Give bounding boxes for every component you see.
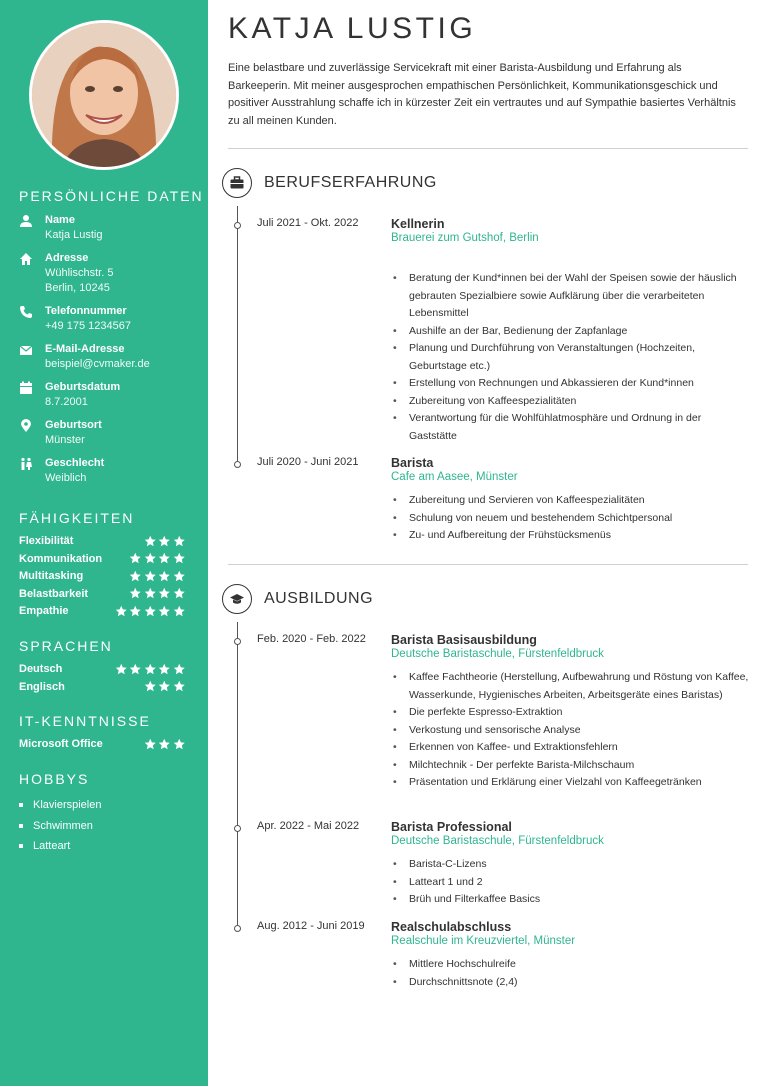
list-item: • Schulung von neuem und bestehendem Schichtpersonal (391, 510, 751, 528)
rating-row (19, 568, 185, 584)
entry-organization: Deutsche Baristaschule, Fürstenfeldbruck (391, 648, 604, 660)
star-rating (115, 603, 186, 617)
star-icon (173, 535, 186, 548)
list-item: • Planung und Durchführung von Veranstaltungen (Hochzeiten, Geburtstage etc.) (391, 340, 751, 375)
star-icon (158, 663, 171, 676)
entry-title: Realschulabschluss (391, 920, 512, 934)
star-icon (144, 570, 157, 583)
personal-label: Adresse (45, 252, 89, 264)
list-item: • Verantwortung für die Wohlfühlatmosphäre und Ordnung in der Gaststätte (391, 410, 751, 445)
entry-bullets (391, 856, 751, 909)
rating-label: Microsoft Office (19, 738, 103, 750)
star-rating (144, 679, 186, 693)
bullet-icon (19, 824, 23, 828)
star-icon (144, 680, 157, 693)
personal-value: Münster (45, 434, 85, 446)
star-rating (144, 533, 186, 547)
personal-data-heading: PERSÖNLICHE DATEN (19, 188, 204, 204)
personal-value: beispiel@cvmaker.de (45, 358, 150, 370)
entry-organization: Cafe am Aasee, Münster (391, 471, 518, 483)
list-item: • Latteart 1 und 2 (391, 874, 751, 892)
personal-label: Geburtsdatum (45, 381, 121, 393)
star-icon (144, 587, 157, 600)
timeline-dot (234, 461, 241, 468)
candidate-name: KATJA LUSTIG (228, 12, 477, 45)
star-rating (144, 736, 186, 750)
star-icon (158, 738, 171, 751)
personal-value: Weiblich (45, 472, 87, 484)
rating-row (19, 586, 185, 602)
rating-label: Belastbarkeit (19, 587, 89, 600)
timeline-dot (234, 925, 241, 932)
education-heading: AUSBILDUNG (264, 590, 374, 607)
star-icon (129, 570, 142, 583)
personal-label: Telefonnummer (45, 305, 127, 317)
star-icon (129, 663, 142, 676)
star-icon (173, 605, 186, 618)
list-item: • Kaffee Fachtheorie (Herstellung, Aufbewahrung und Röstung von Kaffee, Wasserkunde, Hygienisches Arbeiten, Arbeitsgeräte eines Baristas) (391, 669, 751, 704)
star-icon (144, 552, 157, 565)
star-rating (129, 551, 185, 565)
skills-heading: FÄHIGKEITEN (19, 510, 135, 526)
timeline-dot (234, 222, 241, 229)
entry-title: Barista Professional (391, 820, 512, 834)
star-icon (144, 663, 157, 676)
rating-row (19, 736, 185, 752)
star-icon (144, 605, 157, 618)
profile-summary: Eine belastbare und zuverlässige Servicekraft mit einer Barista-Ausbildung und Erfahrung als Barkeeperin. Mit meiner ausgesprochen empathischen Persönlichkeit, Kommunikationsgeschick und positiver Ausstrahlung schaffe ich in kürzester Zeit ein vertrautes und auf Sympathie basiertes Verhältnis zu all meinen Kunden. (228, 62, 736, 127)
personal-label: Name (45, 214, 75, 226)
star-icon (129, 587, 142, 600)
star-icon (129, 552, 142, 565)
hobbies-heading: HOBBYS (19, 771, 90, 787)
rating-row (19, 661, 185, 677)
personal-label: E-Mail-Adresse (45, 343, 125, 355)
rating-label: Kommunikation (19, 552, 103, 565)
star-icon (115, 663, 128, 676)
star-icon (173, 663, 186, 676)
list-item: • Brüh und Filterkaffee Basics (391, 891, 751, 909)
personal-label: Geburtsort (45, 419, 102, 431)
calendar-icon (19, 381, 33, 395)
list-item: • Verkostung und sensorische Analyse (391, 722, 751, 740)
rating-label: Flexibilität (19, 535, 74, 547)
person-icon (19, 214, 33, 228)
entry-date: Aug. 2012 - Juni 2019 (257, 920, 365, 932)
entry-organization: Realschule im Kreuzviertel, Münster (391, 935, 576, 947)
entry-organization: Brauerei zum Gutshof, Berlin (391, 232, 539, 244)
bullet-icon (19, 844, 23, 848)
list-item: • Durchschnittsnote (2,4) (391, 974, 751, 992)
star-rating (129, 586, 185, 600)
star-icon (129, 605, 142, 618)
timeline-line (237, 206, 238, 466)
personal-value: Wühlischstr. 5 Berlin, 10245 (45, 267, 114, 294)
star-icon (158, 605, 171, 618)
timeline-line (237, 622, 238, 930)
list-item: • Erstellung von Rechnungen und Abkassieren der Kund*innen (391, 375, 751, 393)
entry-title: Barista Basisausbildung (391, 633, 537, 647)
list-item: • Die perfekte Espresso-Extraktion (391, 704, 751, 722)
star-icon (173, 570, 186, 583)
rating-row (19, 551, 185, 567)
phone-icon (19, 305, 33, 319)
personal-value: +49 175 1234567 (45, 320, 131, 332)
it-skills-heading: IT-KENNTNISSE (19, 713, 151, 729)
entry-bullets (391, 956, 751, 991)
star-icon (158, 587, 171, 600)
star-icon (158, 552, 171, 565)
entry-date: Apr. 2022 - Mai 2022 (257, 820, 360, 832)
star-icon (158, 535, 171, 548)
personal-value: 8.7.2001 (45, 396, 88, 408)
entry-date: Juli 2020 - Juni 2021 (257, 456, 359, 468)
entry-bullets (391, 492, 751, 545)
entry-date: Feb. 2020 - Feb. 2022 (257, 633, 366, 645)
entry-bullets (391, 669, 751, 792)
star-icon (173, 587, 186, 600)
star-rating (115, 661, 186, 675)
entry-title: Kellnerin (391, 217, 445, 231)
list-item: • Aushilfe an der Bar, Bedienung der Zapfanlage (391, 323, 751, 341)
rating-row (19, 603, 185, 619)
list-item: • Präsentation und Erklärung einer Vielzahl von Kaffeegetränken (391, 774, 751, 792)
timeline-dot (234, 638, 241, 645)
entry-bullets (391, 270, 751, 445)
list-item: • Zu- und Aufbereitung der Frühstücksmenüs (391, 527, 751, 545)
rating-label: Empathie (19, 605, 69, 617)
sidebar: PERSÖNLICHE DATEN Name Katja Lustig Adresse Wühlischstr. 5 Berlin, 10245 Telefonnummer +49 175 1234567 E-Mail-Adresse beispiel@cvmaker.de Geburtsdatum 8.7.2001 Geburtsort Münster Geschlecht Weiblich FÄHIGKEITEN Flexibilität Kommunikation Multitasking Belastbarkeit Empathie SPRACHEN Deutsch Englisch IT-KENNTNISSE Microsoft Office HOBBYS Klavierspielen Schwimmen Latteart (0, 0, 208, 1086)
list-item: • Milchtechnik - Der perfekte Barista-Milchschaum (391, 757, 751, 775)
briefcase-icon (222, 168, 252, 198)
bullet-icon (19, 803, 23, 807)
star-icon (144, 535, 157, 548)
list-item: • Beratung der Kund*innen bei der Wahl der Speisen sowie der häuslich gebrauten Spezialbiere sowie Aufklärung über die verarbeiteten Lebensmittel (391, 270, 751, 323)
rating-label: Englisch (19, 680, 65, 693)
personal-value: Katja Lustig (45, 229, 103, 241)
gender-icon (19, 457, 33, 471)
experience-heading: BERUFSERFAHRUNG (264, 174, 437, 191)
star-icon (144, 738, 157, 751)
entry-organization: Deutsche Baristaschule, Fürstenfeldbruck (391, 835, 604, 847)
profile-photo (29, 20, 179, 170)
home-icon (19, 252, 33, 266)
timeline-dot (234, 825, 241, 832)
star-icon (173, 552, 186, 565)
mail-icon (19, 343, 33, 357)
languages-heading: SPRACHEN (19, 638, 113, 654)
list-item: • Mittlere Hochschulreife (391, 956, 751, 974)
graduation-cap-icon (222, 584, 252, 614)
list-item: • Zubereitung von Kaffeespezialitäten (391, 393, 751, 411)
star-icon (173, 738, 186, 751)
star-icon (158, 570, 171, 583)
rating-label: Deutsch (19, 663, 63, 675)
location-pin-icon (19, 419, 33, 433)
divider (228, 148, 748, 149)
list-item: • Zubereitung und Servieren von Kaffeespezialitäten (391, 492, 751, 510)
list-item: • Barista-C-Lizens (391, 856, 751, 874)
entry-title: Barista (391, 456, 434, 470)
divider (228, 564, 748, 565)
rating-label: Multitasking (19, 570, 84, 582)
rating-row (19, 679, 185, 695)
rating-row (19, 533, 185, 549)
entry-date: Juli 2021 - Okt. 2022 (257, 217, 359, 229)
star-icon (115, 605, 128, 618)
star-icon (158, 680, 171, 693)
list-item: • Erkennen von Kaffee- und Extraktionsfehlern (391, 739, 751, 757)
star-rating (129, 568, 185, 582)
star-icon (173, 680, 186, 693)
personal-label: Geschlecht (45, 457, 105, 469)
